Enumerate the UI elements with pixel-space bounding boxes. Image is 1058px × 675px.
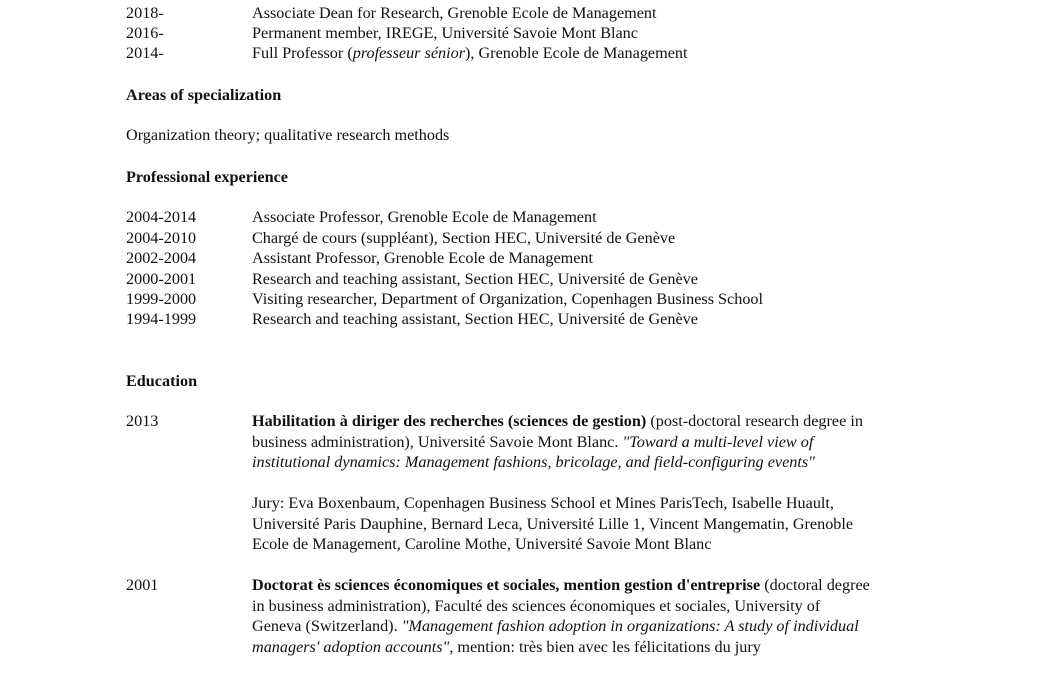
education-line <box>252 616 942 637</box>
experience-text: Visiting researcher, Department of Organization, Copenhagen Business School <box>252 290 764 308</box>
thesis-title: institutional dynamics: Management fashions, bricolage, and field-configuring events" <box>252 453 815 471</box>
position-year: 2018- <box>126 4 164 22</box>
jury-line: Jury: Eva Boxenbaum, Copenhagen Business School et Mines ParisTech, Isabelle Huault, <box>252 494 834 512</box>
education-body <box>252 411 942 555</box>
experience-year: 2002-2004 <box>126 249 197 267</box>
education-line <box>252 432 942 453</box>
position-text: Associate Dean for Research, Grenoble Ecole de Management <box>252 4 657 22</box>
experience-text: Assistant Professor, Grenoble Ecole de Management <box>252 249 593 267</box>
education-line <box>252 452 942 473</box>
position-year: 2016- <box>126 24 164 42</box>
experience-text: Associate Professor, Grenoble Ecole de Management <box>252 208 597 226</box>
experience-year: 1994-1999 <box>126 310 197 328</box>
experience-year: 2000-2001 <box>126 270 197 288</box>
areas-heading: Areas of specialization <box>126 86 282 104</box>
thesis-title: "Toward a multi-level view of <box>622 432 814 451</box>
areas-text: Organization theory; qualitative research methods <box>126 126 450 144</box>
position-text <box>252 43 687 63</box>
experience-text: Chargé de cours (suppléant), Section HEC, Université de Genève <box>252 229 676 247</box>
education-text: (post-doctoral research degree in <box>646 412 863 430</box>
education-text: (doctoral degree <box>760 576 870 594</box>
education-text: Geneva (Switzerland). <box>252 617 402 635</box>
jury-line: Ecole de Management, Caroline Mothe, Université Savoie Mont Blanc <box>252 535 712 553</box>
experience-text: Research and teaching assistant, Section HEC, Université de Genève <box>252 270 698 288</box>
education-line <box>252 637 942 658</box>
experience-year: 2004-2010 <box>126 229 197 247</box>
thesis-title: managers' adoption accounts" <box>252 637 450 656</box>
experience-year: 2004-2014 <box>126 208 197 226</box>
position-text-part: ), Grenoble Ecole de Management <box>465 44 688 62</box>
experience-year: 1999-2000 <box>126 290 197 308</box>
education-line <box>252 411 942 432</box>
education-text: , mention: très bien avec les félicitations du jury <box>449 637 761 656</box>
position-text-part: Full Professor ( <box>252 44 353 62</box>
position-text: Permanent member, IREGE, Université Savoie Mont Blanc <box>252 24 638 42</box>
degree-title: Doctorat ès sciences économiques et sociales, mention gestion d'entreprise <box>252 576 761 594</box>
education-year: 2013 <box>126 412 159 430</box>
education-heading: Education <box>126 372 198 390</box>
education-line <box>252 575 942 596</box>
education-text: business administration), Université Savoie Mont Blanc. <box>252 432 623 451</box>
education-body <box>252 575 942 657</box>
experience-text: Research and teaching assistant, Section HEC, Université de Genève <box>252 310 698 328</box>
degree-title: Habilitation à diriger des recherches (sciences de gestion) <box>252 412 647 430</box>
thesis-title: "Management fashion adoption in organizations: A study of individual <box>401 617 859 635</box>
education-year: 2001 <box>126 576 159 594</box>
position-italic: professeur sénior <box>352 44 465 62</box>
position-year: 2014- <box>126 44 164 62</box>
jury-line: Université Paris Dauphine, Bernard Leca, Université Lille 1, Vincent Mangematin, Grenoble <box>252 514 854 533</box>
experience-heading: Professional experience <box>126 168 288 186</box>
education-line: in business administration), Faculté des sciences économiques et sociales, University of <box>252 596 821 615</box>
